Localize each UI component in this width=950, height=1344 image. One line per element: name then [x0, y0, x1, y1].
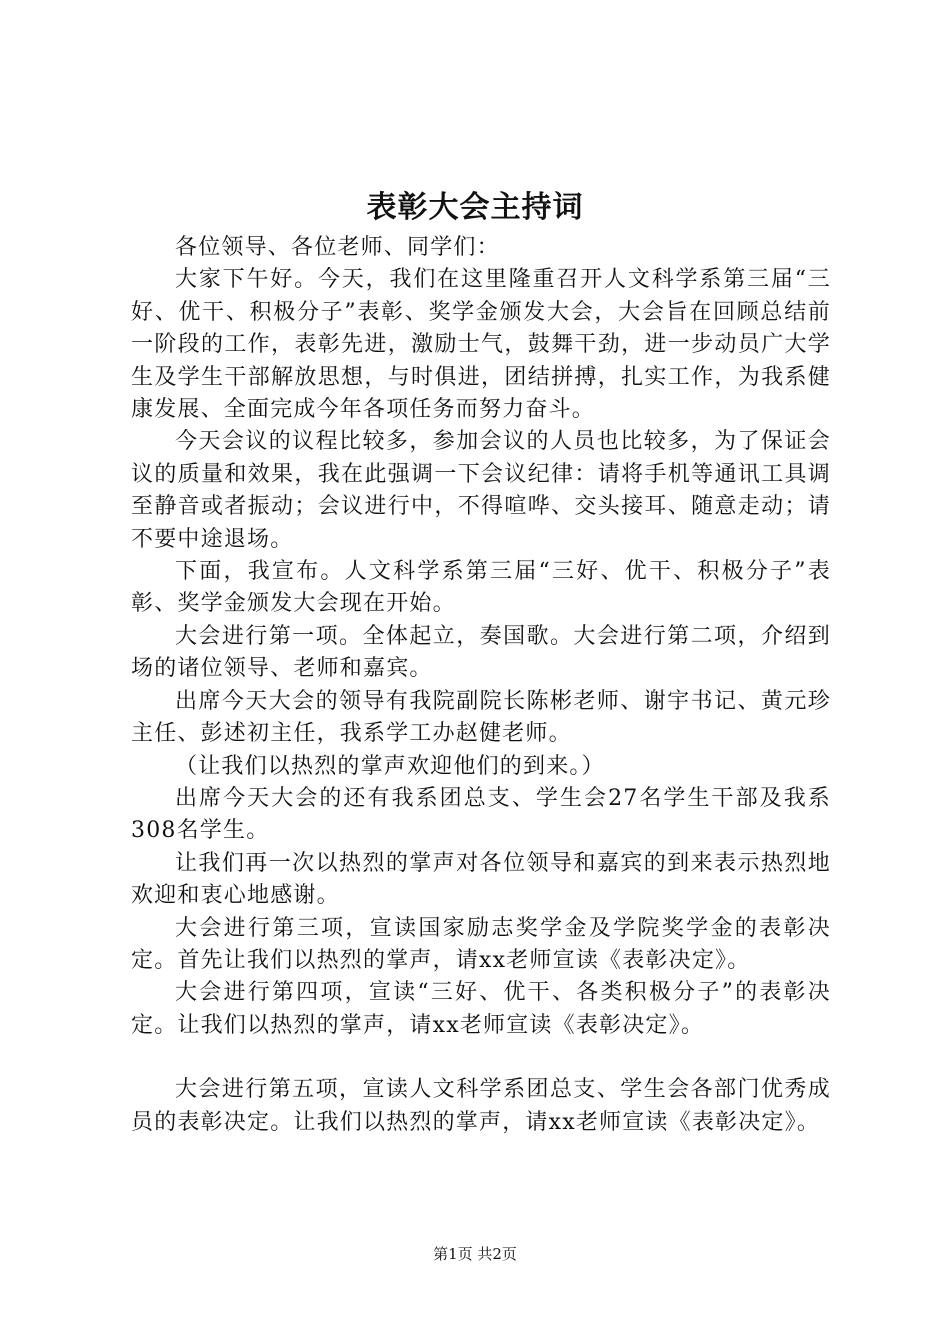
paragraph: 大会进行第四项，宣读“三好、优干、各类积极分子”的表彰决定。让我们以热烈的掌声，请xx老师宣读《表彰决定》。	[131, 980, 831, 1038]
page-number-footer: 第1页 共2页	[433, 1245, 517, 1263]
paragraph: 让我们再一次以热烈的掌声对各位领导和嘉宾的到来表示热烈地欢迎和衷心地感谢。	[131, 850, 831, 909]
paragraph: 今天会议的议程比较多，参加会议的人员也比较多，为了保证会议的质量和效果，我在此强调一下会议纪律：请将手机等通讯工具调至静音或者振动；会议进行中，不得喧哗、交头接耳、随意走动；请不要中途退场。	[131, 429, 831, 552]
paragraph: 出席今天大会的还有我系团总支、学生会27名学生干部及我系308名学生。	[131, 785, 831, 844]
paragraph: 出席今天大会的领导有我院副院长陈彬老师、谢宇书记、黄元珍主任、彭述初主任，我系学工办赵健老师。	[131, 688, 831, 747]
paragraph: 大会进行第三项，宣读国家励志奖学金及学院奖学金的表彰决定。首先让我们以热烈的掌声，请xx老师宣读《表彰决定》。	[131, 915, 831, 973]
paragraph: 大会进行第五项，宣读人文科学系团总支、学生会各部门优秀成员的表彰决定。让我们以热烈的掌声，请xx老师宣读《表彰决定》。	[131, 1077, 831, 1135]
paragraph: （让我们以热烈的掌声欢迎他们的到来。）	[175, 753, 605, 779]
document-body	[131, 232, 831, 1139]
paragraph: 大会进行第一项。全体起立，奏国歌。大会进行第二项，介绍到场的诸位领导、老师和嘉宾。	[131, 623, 831, 682]
paragraph-greeting: 各位领导、各位老师、同学们：	[175, 235, 500, 260]
paragraph: 下面，我宣布。人文科学系第三届“三好、优干、积极分子”表彰、奖学金颁发大会现在开始。	[131, 559, 831, 617]
paragraph: 大家下午好。今天，我们在这里隆重召开人文科学系第三届“三好、优干、积极分子”表彰、奖学金颁发大会，大会旨在回顾总结前一阶段的工作，表彰先进，激励士气，鼓舞干劲，进一步动员广大学生及学生干部解放思想，与时俱进，团结拼搏，扎实工作，为我系健康发展、全面完成今年各项任务而努力奋斗。	[131, 267, 831, 423]
document-title: 表彰大会主持词	[366, 190, 584, 225]
